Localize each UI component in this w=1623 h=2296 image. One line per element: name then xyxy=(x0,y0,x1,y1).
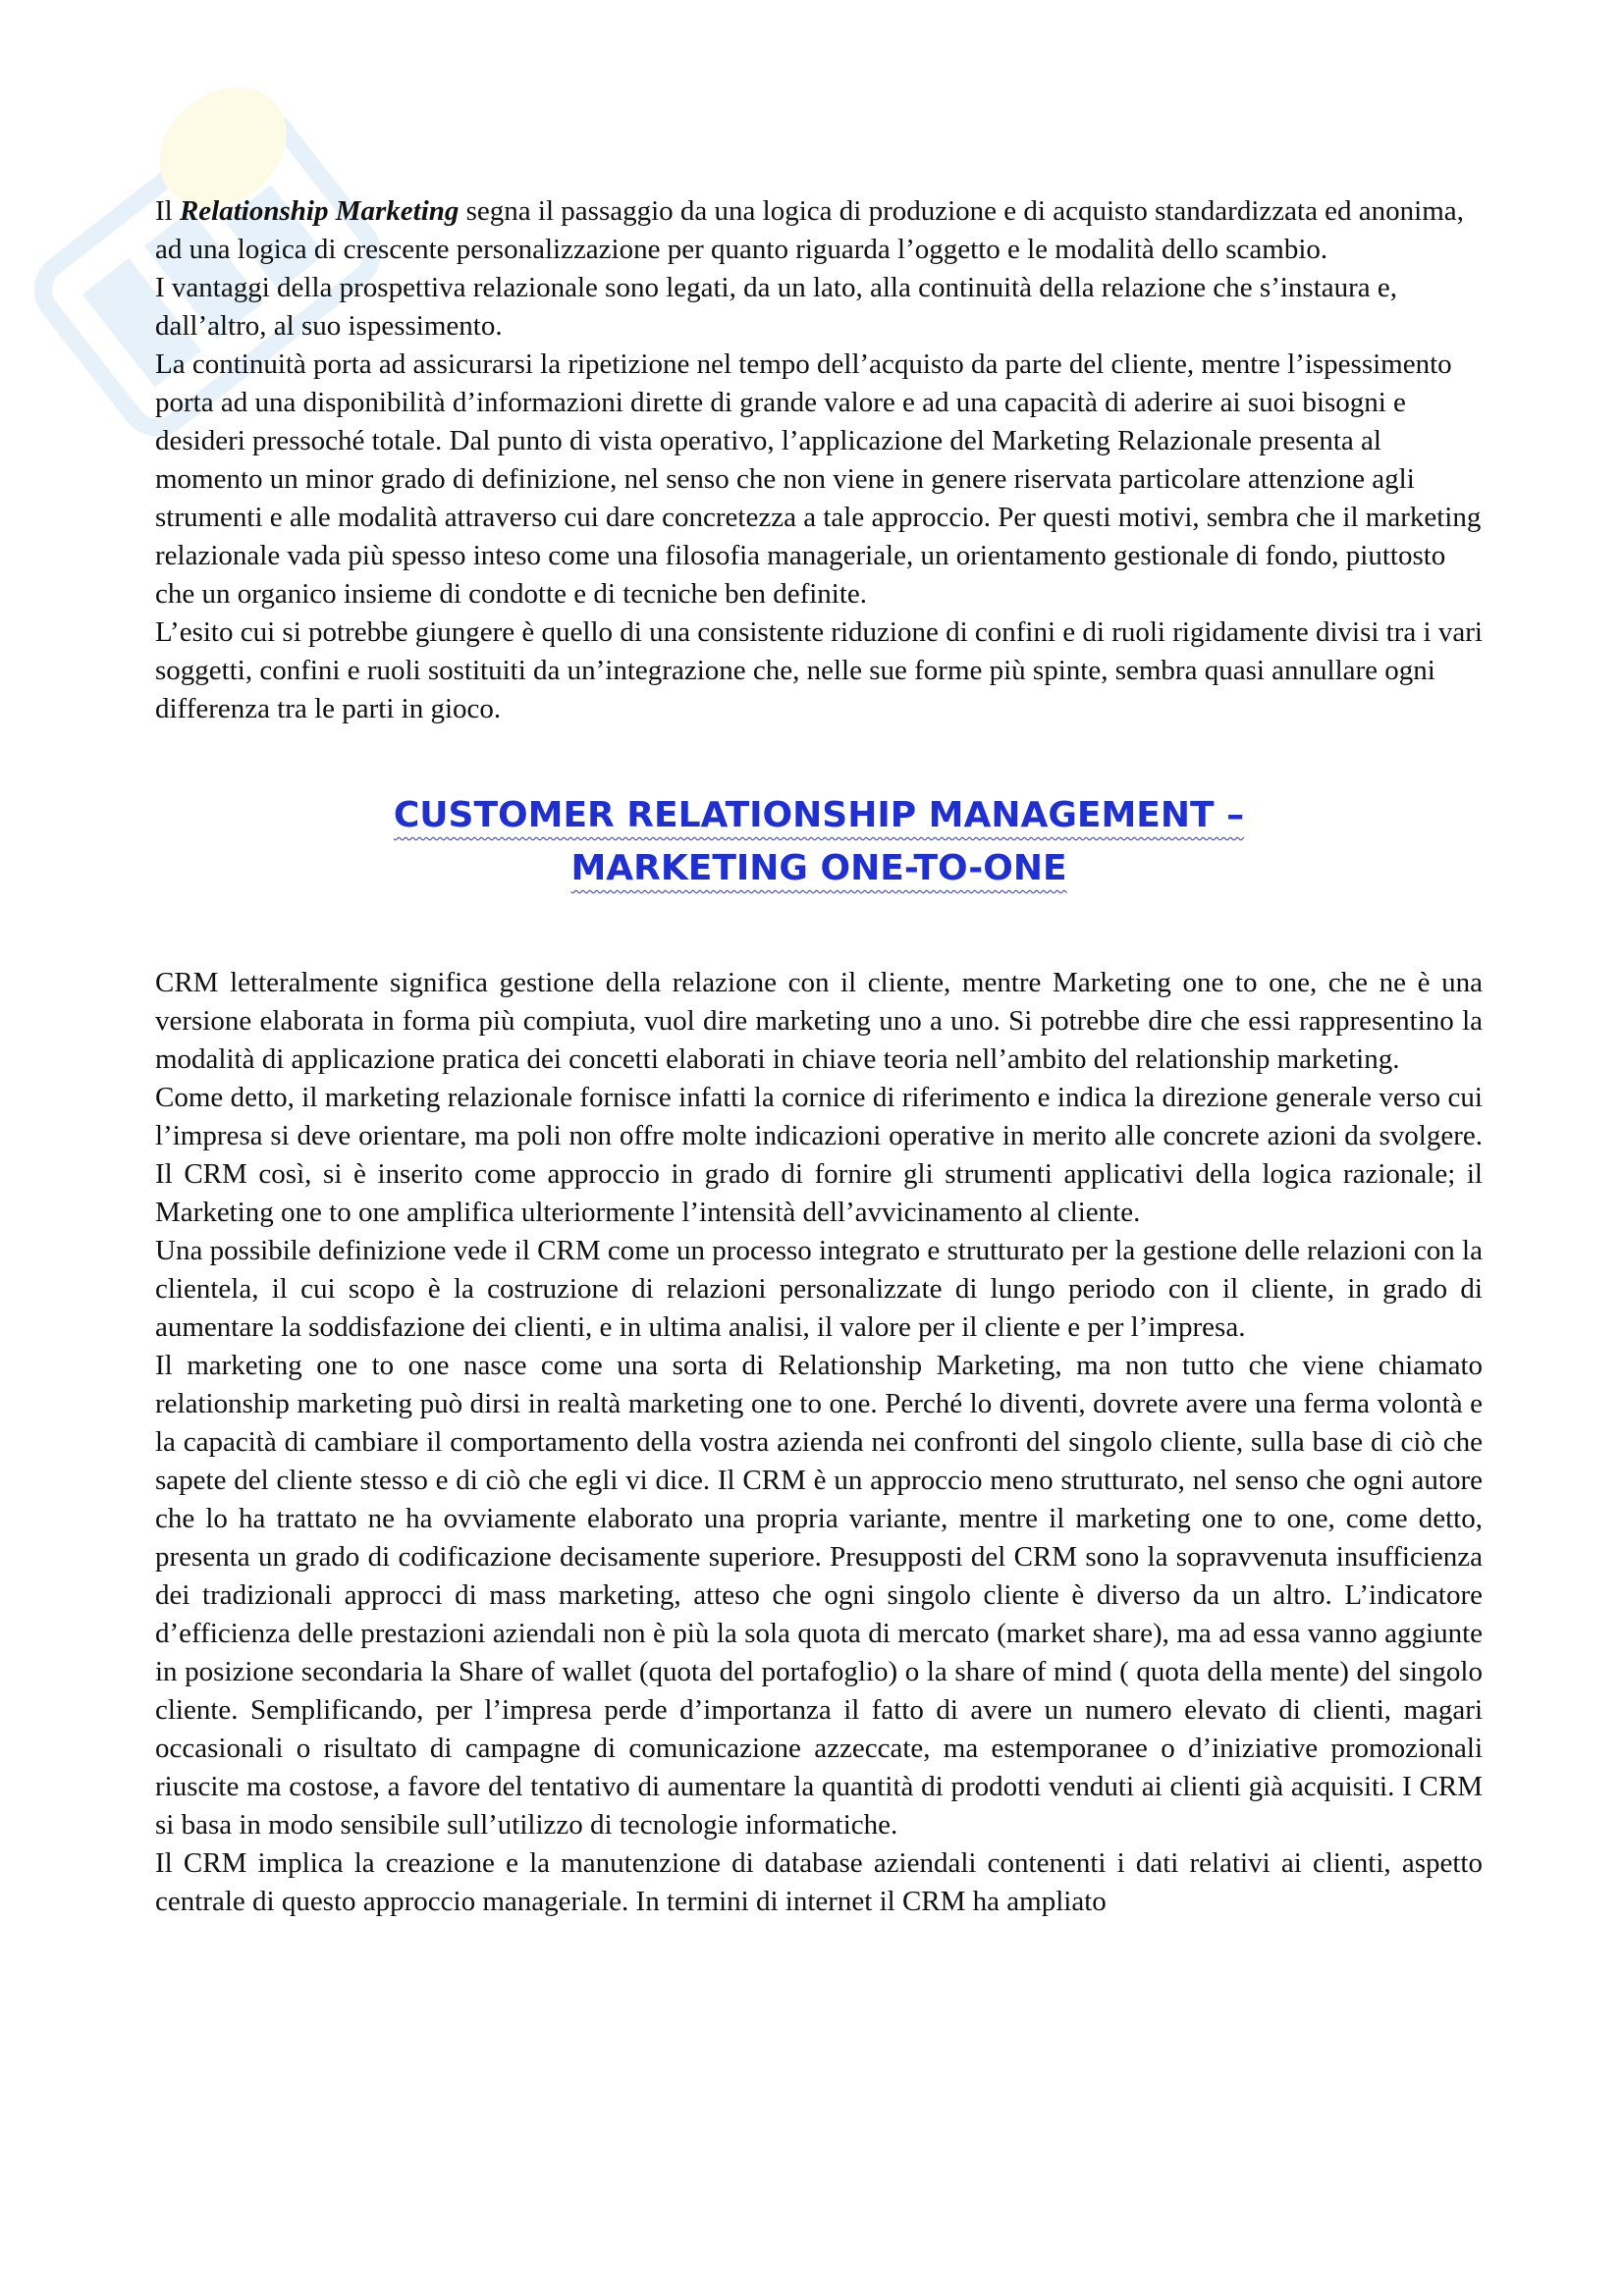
section-heading xyxy=(155,789,1483,895)
body-paragraph: Una possibile definizione vede il CRM come un processo integrato e strutturato per la gestione delle relazioni con la clientela, il cui scopo è la costruzione di relazioni personalizzate di lungo periodo con il cliente, in grado di aumentare la soddisfazione dei clienti, e in ultima analisi, il valore per il cliente e per l’impresa. xyxy=(155,1235,1483,1343)
intro-paragraph: I vantaggi della prospettiva relazionale sono legati, da un lato, alla continuità della relazione che s’instaura e, dall’altro, al suo ispessimento. xyxy=(155,272,1398,342)
body-paragraph: CRM letteralmente significa gestione della relazione con il cliente, mentre Marketing one to one, che ne è una versione elaborata in forma più compiuta, vuol dire marketing uno a uno. Si potrebbe dire che essi rappresentino la modalità di applicazione pratica dei concetti elaborati in chiave teoria nell’ambito del relationship marketing. xyxy=(155,967,1483,1075)
section-heading-line: CUSTOMER RELATIONSHIP MANAGEMENT – xyxy=(393,795,1245,835)
section-heading-line: MARKETING ONE-TO-ONE xyxy=(570,848,1067,888)
relationship-marketing-term: Relationship Marketing xyxy=(179,195,460,227)
document-page xyxy=(155,192,1483,1921)
intro-section xyxy=(155,192,1483,728)
intro-prefix: Il xyxy=(155,195,180,227)
intro-paragraph: La continuità porta ad assicurarsi la ripetizione nel tempo dell’acquisto da parte del cliente, mentre l’ispessimento porta ad una disponibilità d’informazioni dirette di grande valore e ad una capacità di aderire ai suoi bisogni e desideri pressoché totale. Dal punto di vista operativo, l’applicazione del Marketing Relazionale presenta al momento un minor grado di definizione, nel senso che non viene in genere riservata particolare attenzione agli strumenti e alle modalità attraverso cui dare concretezza a tale approccio. Per questi motivi, sembra che il marketing relazionale vada più spesso inteso come una filosofia manageriale, un orientamento gestionale di fondo, piuttosto che un organico insieme di condotte e di tecniche ben definite. xyxy=(155,348,1482,610)
body-paragraph: Il CRM implica la creazione e la manutenzione di database aziendali contenenti i dati relativi ai clienti, aspetto centrale di questo approccio manageriale. In termini di internet il CRM ha ampliato xyxy=(155,1847,1483,1917)
intro-paragraph xyxy=(155,192,1483,269)
intro-paragraph: L’esito cui si potrebbe giungere è quello di una consistente riduzione di confini e di ruoli rigidamente divisi tra i vari soggetti, confini e ruoli sostituiti da un’integrazione che, nelle sue forme più spinte, sembra quasi annullare ogni differenza tra le parti in gioco. xyxy=(155,616,1483,724)
body-paragraph: Il marketing one to one nasce come una sorta di Relationship Marketing, ma non tutto che viene chiamato relationship marketing può dirsi in realtà marketing one to one. Perché lo diventi, dovrete avere una ferma volontà e la capacità di cambiare il comportamento della vostra azienda nei confronti del singolo cliente, sulla base di ciò che sapete del cliente stesso e di ciò che egli vi dice. Il CRM è un approccio meno strutturato, nel senso che ogni autore che lo ha trattato ne ha ovviamente elaborato una propria variante, mentre il marketing one to one, come detto, presenta un grado di codificazione decisamente superiore. Presupposti del CRM sono la sopravvenuta insufficienza dei tradizionali approcci di mass marketing, atteso che ogni singolo cliente è diverso da un altro. L’indicatore d’efficienza delle prestazioni aziendali non è più la sola quota di mercato (market share), ma ad essa vanno aggiunte in posizione secondaria la Share of wallet (quota del portafoglio) o la share of mind ( quota della mente) del singolo cliente. Semplificando, per l’impresa perde d’importanza il fatto di avere un numero elevato di clienti, magari occasionali o risultato di campagne di comunicazione azzeccate, ma estemporanee o d’iniziative promozionali riuscite ma costose, a favore del tentativo di aumentare la quantità di prodotti venduti ai clienti già acquisiti. I CRM si basa in modo sensibile sull’utilizzo di tecnologie informatiche. xyxy=(155,1350,1483,1841)
body-paragraph: Come detto, il marketing relazionale fornisce infatti la cornice di riferimento e indica la direzione generale verso cui l’impresa si deve orientare, ma poli non offre molte indicazioni operative in merito alle concrete azioni da svolgere. Il CRM così, si è inserito come approccio in grado di fornire gli strumenti applicativi della logica razionale; il Marketing one to one amplifica ulteriormente l’intensità dell’avvicinamento al cliente. xyxy=(155,1082,1483,1228)
crm-section xyxy=(155,964,1483,1921)
intro-paragraph-rest: segna il passaggio da una logica di produzione e di acquisto standardizzata ed anonima, ad una logica di crescente personalizzazione per quanto riguarda l’oggetto e le modalità dello scambio. xyxy=(155,195,1464,265)
